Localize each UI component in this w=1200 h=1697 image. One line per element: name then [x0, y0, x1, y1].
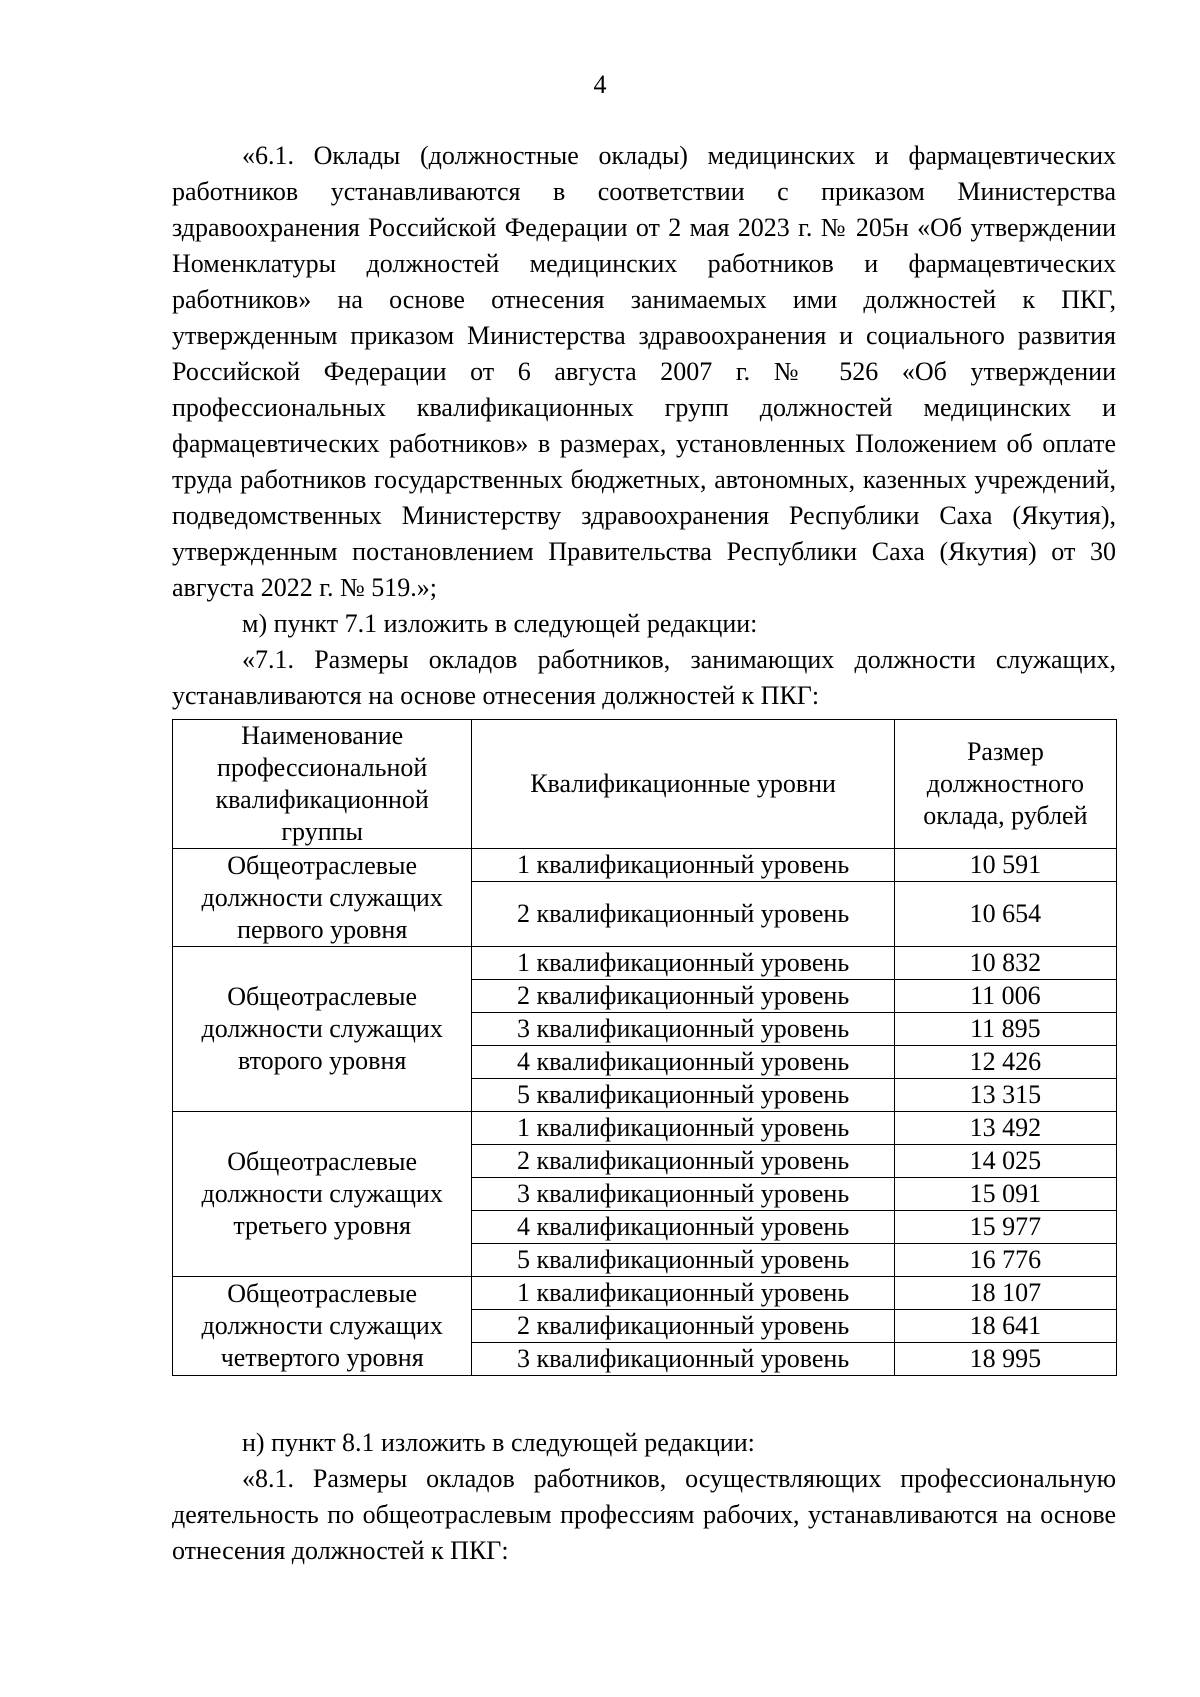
table-row: [173, 1277, 1117, 1310]
salary-cell: 10 832: [894, 947, 1116, 980]
salary-cell: 14 025: [894, 1145, 1116, 1178]
level-cell: 1 квалификационный уровень: [472, 849, 894, 882]
group-name: Общеотраслевые должности служащих третьего уровня: [173, 1112, 472, 1277]
page-number: 4: [593, 70, 607, 99]
level-cell: 2 квалификационный уровень: [472, 1145, 894, 1178]
salary-cell: 11 006: [894, 980, 1116, 1013]
level-cell: 5 квалификационный уровень: [472, 1079, 894, 1112]
paragraph-n: н) пункт 8.1 изложить в следующей редакции:: [242, 1428, 755, 1457]
header-group: Наименование профессиональной квалификационной группы: [173, 720, 472, 849]
salary-cell: 15 091: [894, 1178, 1116, 1211]
salary-cell: 16 776: [894, 1244, 1116, 1277]
table-row: [173, 1112, 1117, 1145]
group-name: Общеотраслевые должности служащих первого уровня: [173, 849, 472, 947]
level-cell: 2 квалификационный уровень: [472, 882, 894, 947]
salary-cell: 13 315: [894, 1079, 1116, 1112]
level-cell: 1 квалификационный уровень: [472, 1277, 894, 1310]
level-cell: 2 квалификационный уровень: [472, 1310, 894, 1343]
group-name: Общеотраслевые должности служащих четвертого уровня: [173, 1277, 472, 1376]
level-cell: 1 квалификационный уровень: [472, 947, 894, 980]
paragraph-8-1: «8.1. Размеры окладов работников, осуществляющих профессиональную деятельность по общеотраслевым профессиям рабочих, устанавливаются на основе отнесения должностей к ПКГ:: [172, 1464, 1116, 1565]
level-cell: 3 квалификационный уровень: [472, 1343, 894, 1376]
table-header-row: [173, 720, 1117, 849]
level-cell: 4 квалификационный уровень: [472, 1211, 894, 1244]
salary-table: [172, 719, 1117, 1376]
level-cell: 3 квалификационный уровень: [472, 1013, 894, 1046]
salary-cell: 18 107: [894, 1277, 1116, 1310]
salary-cell: 10 591: [894, 849, 1116, 882]
salary-cell: 15 977: [894, 1211, 1116, 1244]
paragraph-m: м) пункт 7.1 изложить в следующей редакции:: [242, 609, 758, 638]
salary-cell: 18 641: [894, 1310, 1116, 1343]
table-row: [173, 849, 1117, 882]
group-name: Общеотраслевые должности служащих второго уровня: [173, 947, 472, 1112]
header-level: Квалификационные уровни: [472, 720, 894, 849]
level-cell: 5 квалификационный уровень: [472, 1244, 894, 1277]
level-cell: 4 квалификационный уровень: [472, 1046, 894, 1079]
paragraph-7-1: «7.1. Размеры окладов работников, занимающих должности служащих, устанавливаются на основе отнесения должностей к ПКГ:: [172, 645, 1116, 710]
level-cell: 3 квалификационный уровень: [472, 1178, 894, 1211]
top-text: [172, 138, 1116, 714]
salary-cell: 18 995: [894, 1343, 1116, 1376]
header-salary: Размер должностного оклада, рублей: [894, 720, 1116, 849]
table-row: [173, 947, 1117, 980]
paragraph-6-1: «6.1. Оклады (должностные оклады) медицинских и фармацевтических работников устанавливаются в соответствии с приказом Министерства здравоохранения Российской Федерации от 2 мая 2023 г. № 205н «Об утверждении Номенклатуры должностей медицинских работников и фармацевтических работников» на основе отнесения занимаемых ими должностей к ПКГ, утвержденным приказом Министерства здравоохранения и социального развития Российской Федерации от 6 августа 2007 г. № 526 «Об утверждении профессиональных квалификационных групп должностей медицинских и фармацевтических работников» в размерах, установленных Положением об оплате труда работников государственных бюджетных, автономных, казенных учреждений, подведомственных Министерству здравоохранения Республики Саха (Якутия), утвержденным постановлением Правительства Республики Саха (Якутия) от 30 августа 2022 г. № 519.»;: [172, 141, 1116, 602]
bottom-text: [172, 1425, 1116, 1569]
salary-cell: 13 492: [894, 1112, 1116, 1145]
salary-cell: 12 426: [894, 1046, 1116, 1079]
salary-cell: 10 654: [894, 882, 1116, 947]
level-cell: 1 квалификационный уровень: [472, 1112, 894, 1145]
level-cell: 2 квалификационный уровень: [472, 980, 894, 1013]
salary-cell: 11 895: [894, 1013, 1116, 1046]
